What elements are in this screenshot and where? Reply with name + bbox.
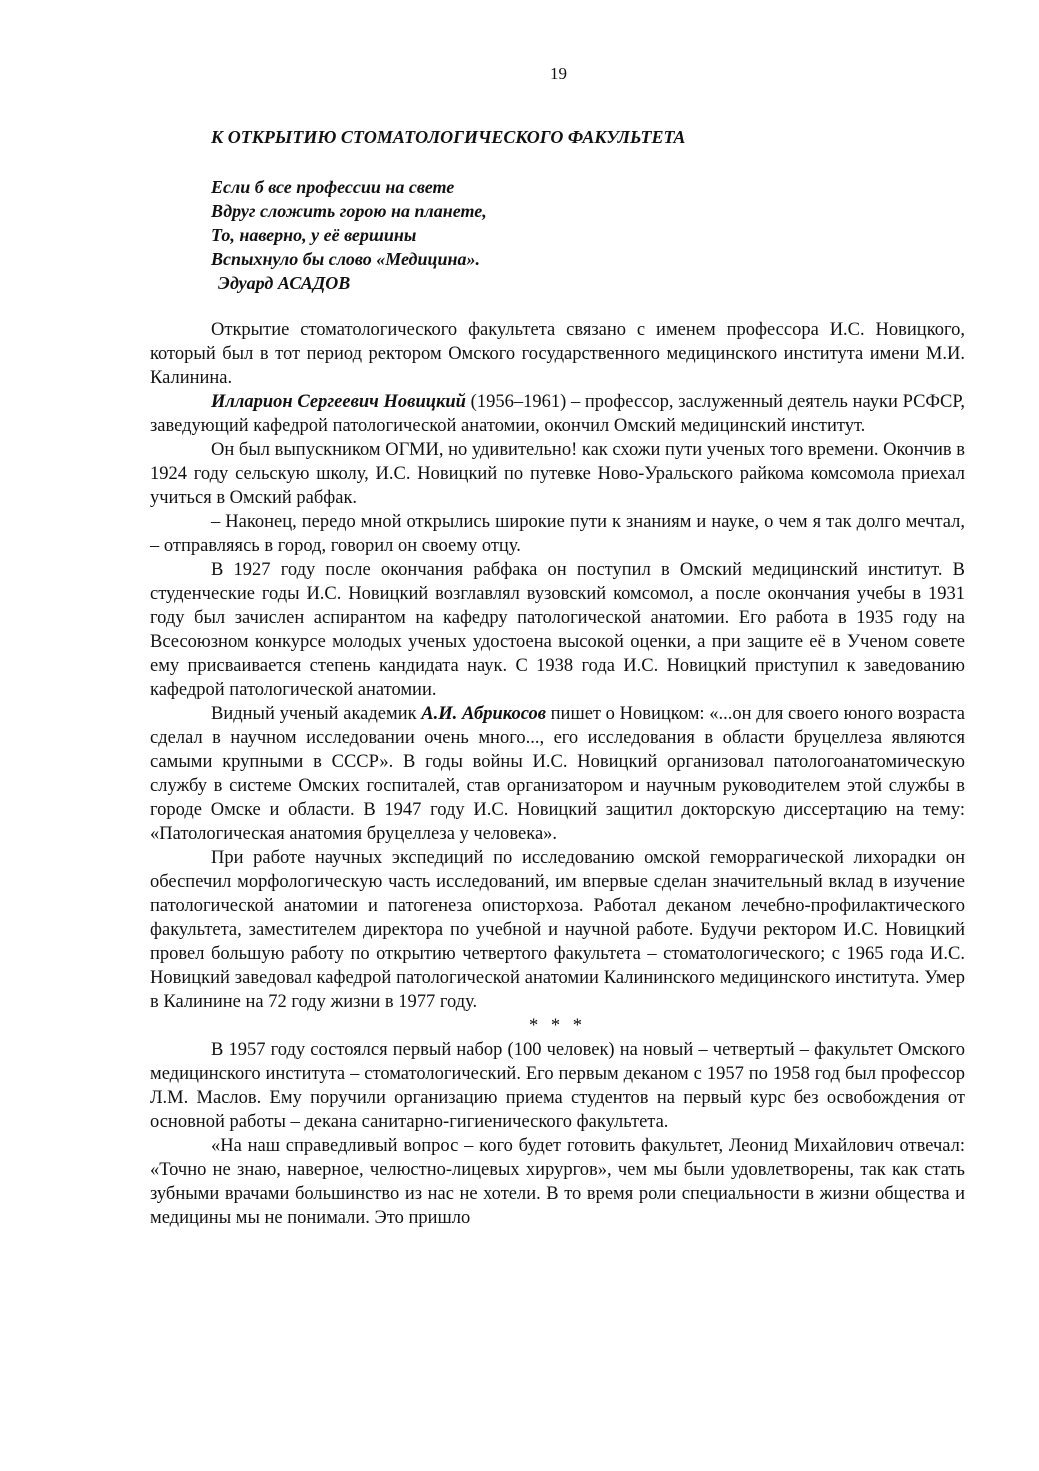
epigraph-line: Вдруг сложить горою на планете,	[211, 201, 487, 221]
paragraph-text: Видный ученый академик	[211, 704, 422, 724]
paragraph	[150, 702, 965, 846]
article-body	[150, 318, 965, 1230]
epigraph-line: Если б все профессии на свете	[211, 177, 455, 197]
paragraph	[150, 390, 965, 438]
epigraph	[211, 175, 487, 295]
page-number: 19	[550, 64, 567, 83]
epigraph-author: Эдуард АСАДОВ	[218, 273, 351, 293]
page-title: К ОТКРЫТИЮ СТОМАТОЛОГИЧЕСКОГО ФАКУЛЬТЕТА	[211, 127, 686, 147]
paragraph: Он был выпускником ОГМИ, но удивительно! как схожи пути ученых того времени. Окончив в 1924 году сельскую школу, И.С. Новицкий по путевке Ново-Уральского райкома комсомола приехал учиться в Омский рабфак.	[150, 440, 965, 508]
paragraph: «На наш справедливый вопрос – кого будет готовить факультет, Леонид Михайлович отвечал: «Точно не знаю, наверное, челюстно-лицевых хирургов», чем мы были удовлетворены, так как стать зубными врачами большинство из нас не хотели. В то время роли специальности в жизни общества и медицины мы не понимали. Это пришло	[150, 1136, 965, 1228]
epigraph-line: То, наверно, у её вершины	[211, 225, 417, 245]
paragraph: – Наконец, передо мной открылись широкие пути к знаниям и науке, о чем я так долго мечтал, – отправляясь в город, говорил он своему отцу.	[150, 512, 965, 556]
person-name: А.И. Абрикосов	[421, 704, 546, 724]
paragraph-text: пишет о Новицком: «...он для своего юного возраста сделал в научном исследовании очень много..., его исследования в области бруцеллеза являются самыми крупными в СССР». В годы войны И.С. Новицкий организовал патологоанатомическую службу в системе Омских госпиталей, став организатором и научным руководителем этой службы в городе Омске и области. В 1947 году И.С. Новицкий защитил докторскую диссертацию на тему: «Патологическая анатомия бруцеллеза у человека».	[150, 704, 965, 844]
section-separator: * * *	[529, 1016, 586, 1036]
paragraph: При работе научных экспедиций по исследованию омской геморрагической лихорадки он обеспечил морфологическую часть исследований, им впервые сделан значительный вклад в изучение патологической анатомии и патогенеза описторхоза. Работал деканом лечебно-профилактического факультета, заместителем директора по учебной и научной работе. Будучи ректором И.С. Новицкий провел большую работу по открытию четвертого факультета – стоматологического; с 1965 года И.С. Новицкий заведовал кафедрой патологической анатомии Калининского медицинского института. Умер в Калинине на 72 году жизни в 1977 году.	[150, 848, 965, 1012]
person-name: Илларион Сергеевич Новицкий	[211, 392, 466, 412]
paragraph: В 1927 году после окончания рабфака он поступил в Омский медицинский институт. В студенческие годы И.С. Новицкий возглавлял вузовский комсомол, а после окончания учебы в 1931 году был зачислен аспирантом на кафедру патологической анатомии. Его работа в 1935 году на Всесоюзном конкурсе молодых ученых удостоена высокой оценки, а при защите её в Ученом совете ему присваивается степень кандидата наук. С 1938 года И.С. Новицкий приступил к заведованию кафедрой патологической анатомии.	[150, 560, 965, 700]
paragraph: В 1957 году состоялся первый набор (100 человек) на новый – четвертый – факультет Омского медицинского института – стоматологический. Его первым деканом с 1957 по 1958 год был профессор Л.М. Маслов. Ему поручили организацию приема студентов на первый курс без освобождения от основной работы – декана санитарно-гигиенического факультета.	[150, 1040, 965, 1132]
paragraph-text: (1956–1961) – профессор, заслуженный деятель науки РСФСР, заведующий кафедрой патологической анатомии, окончил Омский медицинский институт.	[150, 392, 965, 436]
paragraph: Открытие стоматологического факультета связано с именем профессора И.С. Новицкого, который был в тот период ректором Омского государственного медицинского института имени М.И. Калинина.	[150, 320, 965, 388]
epigraph-line: Вспыхнуло бы слово «Медицина».	[211, 249, 480, 269]
